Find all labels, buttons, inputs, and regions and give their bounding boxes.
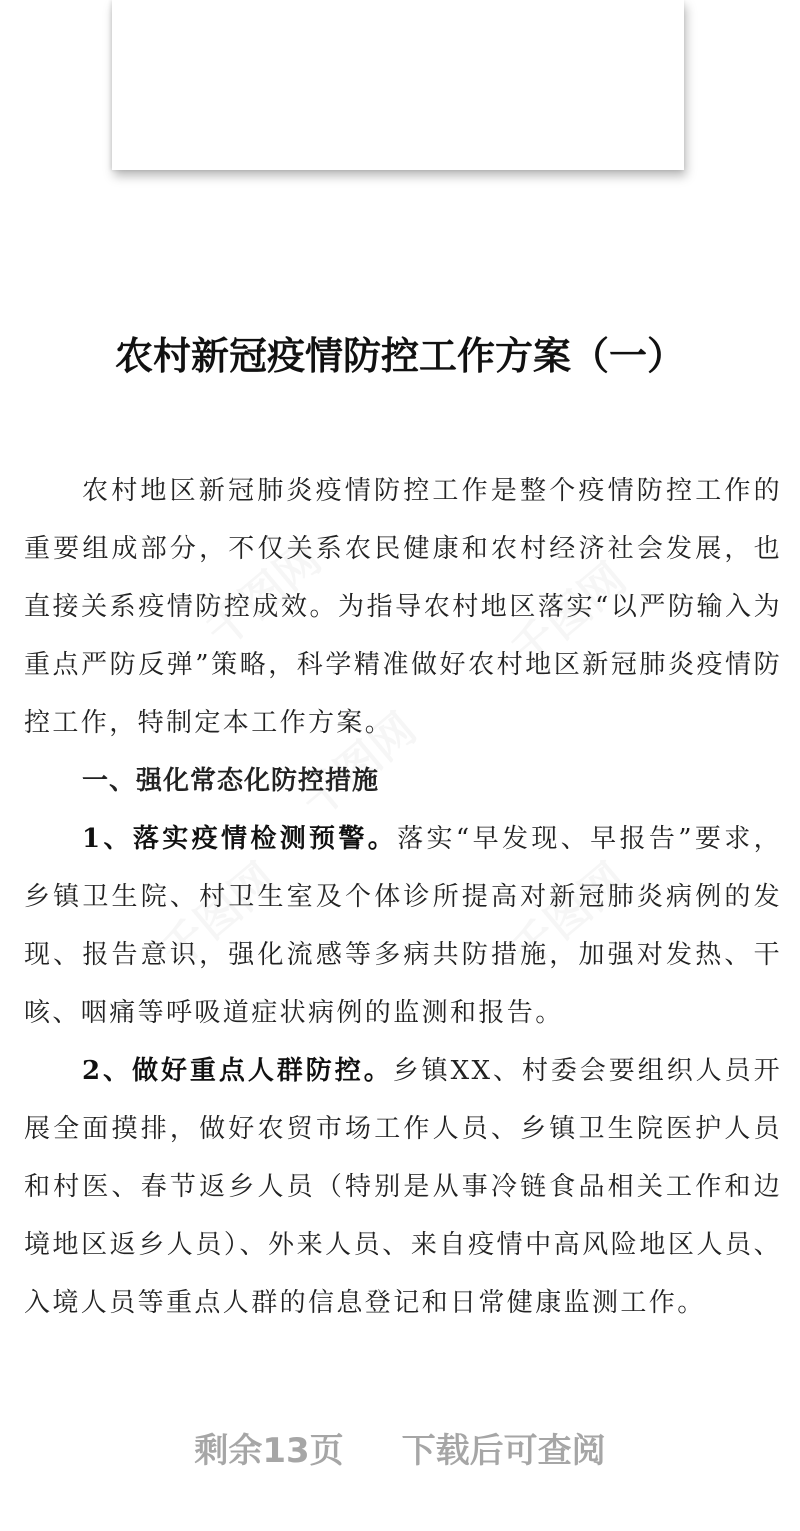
watermark: 千图网 — [151, 853, 286, 978]
paragraph-text: 落实“早发现、早报告”要求，乡镇卫生院、村卫生室及个体诊所提高对新冠肺炎病例的发现、报告意识，强化流感等多病共防措施，加强对发热、干咳、咽痛等呼吸道症状病例的监测和报告。 — [24, 824, 782, 1028]
remaining-pages-label: 剩余13页 — [194, 1431, 344, 1471]
download-prompt[interactable] — [0, 1424, 800, 1478]
watermark: 千图网 — [291, 703, 426, 828]
paragraph-text: 农村地区新冠肺炎疫情防控工作是整个疫情防控工作的重要组成部分，不仅关系农民健康和农村经济社会发展，也直接关系疫情防控成效。为指导农村地区落实“以严防输入为重点严防反弹”策略，科学精准做好农村地区新冠肺炎疫情防控工作，特制定本工作方案。 — [24, 476, 782, 738]
previous-page-card — [112, 0, 684, 170]
item-lead: 1、落实疫情检测预警。 — [82, 824, 398, 854]
watermark: 千图网 — [501, 853, 636, 978]
watermark: 千图网 — [501, 553, 636, 678]
document-title: 农村新冠疫情防控工作方案（一） — [114, 333, 685, 378]
watermark: 千图网 — [196, 533, 331, 658]
item-paragraph-1 — [24, 810, 782, 1042]
download-hint-label: 下载后可查阅 — [401, 1431, 606, 1471]
paragraph-text: 乡镇XX、村委会要组织人员开展全面摸排，做好农贸市场工作人员、乡镇卫生院医护人员和村医、春节返乡人员（特别是从事冷链食品相关工作和边境地区返乡人员）、外来人员、来自疫情中高风险地区人员、入境人员等重点人群的信息登记和日常健康监测工作。 — [24, 1056, 782, 1318]
section-heading: 一、强化常态化防控措施 — [82, 766, 380, 796]
item-paragraph-2 — [24, 1042, 782, 1332]
document-body — [24, 462, 782, 1332]
intro-paragraph — [24, 462, 782, 752]
item-lead: 2、做好重点人群防控。 — [82, 1056, 393, 1086]
